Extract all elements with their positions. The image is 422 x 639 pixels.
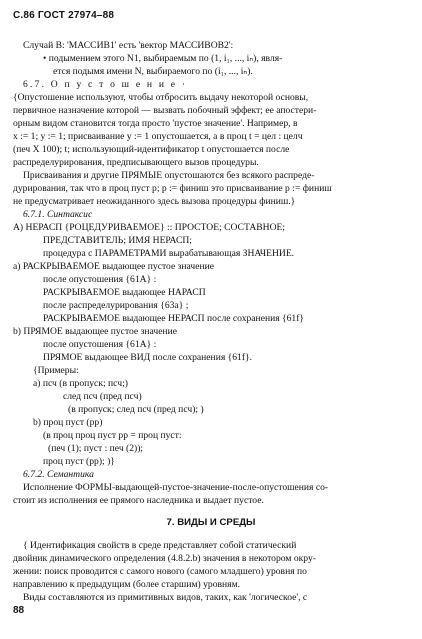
text-line: РАСКРЫВАЕМОЕ выдающее НЕРАСП после сохранения {61f}: [43, 313, 305, 324]
text-line: (печ X 100); t; использующий-идентификатор t опустошается после: [13, 144, 290, 155]
text-line: Виды составляются из примитивных видов, таких, как 'логическое', с: [23, 592, 308, 603]
text-line: b) ПРЯМОЕ выдающее пустое значение: [13, 326, 177, 337]
text-line: ПРЯМОЕ выдающее ВИД после сохранения {61f}.: [43, 352, 253, 363]
running-header: С.86 ГОСТ 27974–88: [13, 10, 115, 21]
page-number: 88: [13, 605, 25, 616]
text-line: a) РАСКРЫВАЕМОЕ выдающее пустое значение: [13, 261, 215, 272]
text-line: x := 1; y := 1; присваивание y := 1 опустошается, а в проц t = цел : целч: [13, 131, 303, 142]
text-line: a) псч (в пропуск; псч;): [33, 378, 128, 389]
text-line: проц пуст (pp); )}: [43, 456, 115, 467]
text-line: ПРЕДСТАВИТЕЛЬ; ИМЯ НЕРАСП;: [43, 235, 192, 246]
text-line: после опустошения {61A} :: [43, 339, 157, 350]
text-line: след псч (пред псч): [63, 391, 142, 402]
text-line: ется подымя имени N, выбираемого по (i₁, ..., iₙ).: [53, 66, 253, 77]
text-line: (в проц проц пуст pp = проц пуст:: [43, 430, 182, 441]
text-line: (в пропуск; след псч (пред псч); ): [68, 404, 204, 415]
text-line: b) проц пуст (pp): [33, 417, 103, 428]
text-line: Присваивания и другие ПРЯМЫЕ опустошаются без всякого распреде-: [23, 170, 315, 181]
text-line: РАСКРЫВАЕМОЕ выдающее НАРАСП: [43, 287, 206, 298]
text-line: Случай В: 'МАССИВ1' есть 'вектор МАССИВОВ2':: [23, 40, 234, 51]
text-line: 6.7.2. Семантика: [23, 469, 94, 480]
text-line: первичное назначение которой — вызвать побочный эффект; ее апостери-: [13, 105, 317, 116]
text-line: (печ (1); пуст : печ (2));: [48, 443, 144, 454]
text-line: A) НЕРАСП {РОЦЕДУРИВАЕМОЕ} :: ПРОСТОЕ; СОСТАВНОЕ;: [13, 222, 286, 233]
text-line: {Примеры:: [33, 365, 79, 376]
text-line: распределурирования, предписывающего вызов процедуры.: [13, 157, 259, 168]
text-line: Исполнение ФОРМЫ-выдающей-пустое-значение-после-опустошения со-: [23, 482, 329, 493]
text-line: жении: поиск проводится с самого нового (самого младшего) уровня по: [13, 566, 307, 577]
text-line: • подымением этого N1, выбираемым по (1, i₁, ..., iₙ), явля-: [43, 53, 283, 64]
text-line: после распределурирования {63a} ;: [43, 300, 189, 311]
text-line: после опустошения {61A} :: [43, 274, 157, 285]
text-line: 6.7. О п у с т о ш е н и е ·: [23, 79, 188, 90]
text-line: 6.7.1. Синтаксис: [23, 209, 93, 220]
text-line: не предусматривает неожиданного здесь вызова процедуры финиш.}: [13, 196, 296, 207]
text-line: двойник динамического определения (4.8.2.b) значения в некотором окру-: [13, 553, 316, 564]
text-line: дурирования, так что в проц пуст p; p := финиш это присваивание p := финиш: [13, 183, 332, 194]
text-line: { Идентификация свойств в среде представляет собой статический: [23, 540, 297, 551]
text-line: процедура с ПАРАМЕТРАМИ вырабатывающая ЗНАЧЕНИЕ.: [43, 248, 295, 259]
section-title: 7. ВИДЫ И СРЕДЫ: [166, 517, 256, 528]
text-line: орным видом становится тогда просто 'пустое значение'. Например, в: [13, 118, 298, 129]
text-line: {Опустошение используют, чтобы отбросить выдачу некоторой основы,: [13, 92, 309, 103]
text-line: стоит из исполнения ее прямого наследника и выдает пустое.: [13, 495, 264, 506]
text-line: направлению к предыдущим (более старшим) уровням.: [13, 579, 241, 590]
